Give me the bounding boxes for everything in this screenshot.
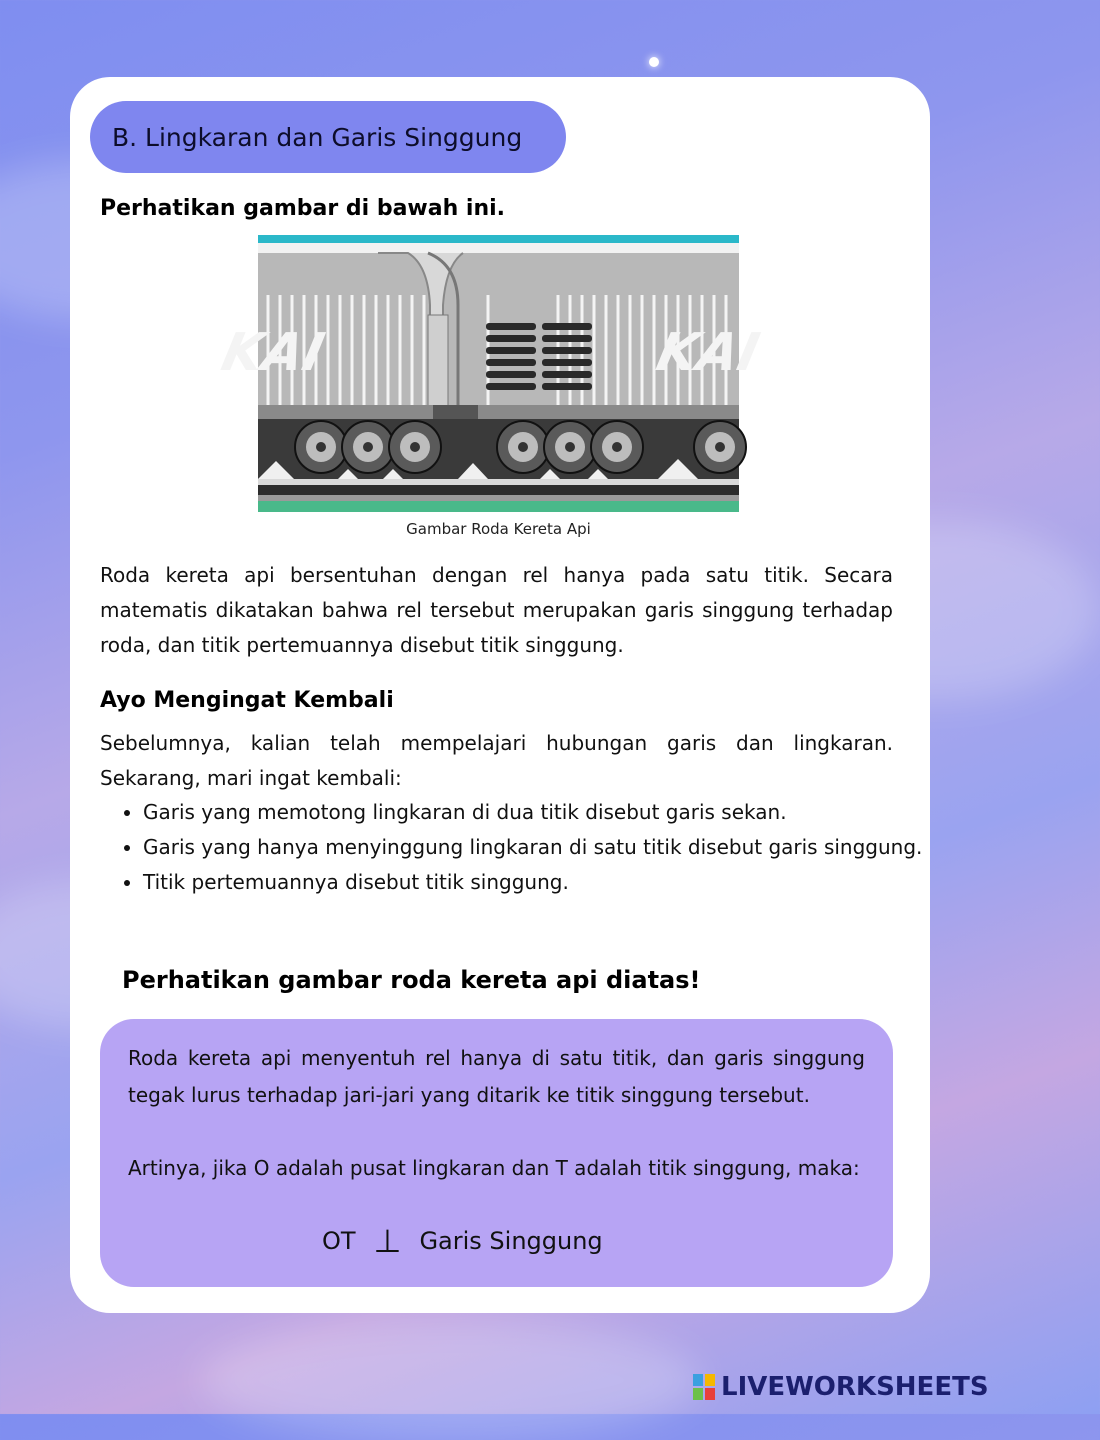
info-box-text-2: Artinya, jika O adalah pusat lingkaran dan T adalah titik singgung, maka: [128,1156,860,1180]
heading-recall: Ayo Mengingat Kembali [100,688,394,713]
background-cloud [200,1320,700,1440]
image-caption: Gambar Roda Kereta Api [406,520,591,538]
train-illustration [216,235,765,512]
liveworksheets-brand: LIVEWORKSHEETS [721,1372,989,1402]
kai-logo-left: KAI [216,322,330,383]
list-item: • Garis yang memotong lingkaran di dua titik disebut garis sekan. [143,795,936,830]
list-item: • Titik pertemuannya disebut titik singgung. [143,865,936,900]
paragraph-recall: Sebelumnya, kalian telah mempelajari hubungan garis dan lingkaran. Sekarang, mari ingat kembali: [100,731,893,790]
formula-left: OT [322,1227,356,1255]
star-decoration [649,57,659,67]
section-title-pill [90,101,566,173]
train-wheel-image [216,235,765,512]
section-title: B. Lingkaran dan Garis Singgung [112,122,523,152]
info-box-text: Roda kereta api menyentuh rel hanya di satu titik, dan garis singgung tegak lurus terhadap jari-jari yang ditarik ke titik singgung tersebut. [128,1046,865,1107]
heading-observe: Perhatikan gambar di bawah ini. [100,196,506,221]
perpendicular-symbol: ⊥ [373,1222,402,1260]
bullet-list [100,795,936,900]
liveworksheets-logo-icon [693,1374,715,1400]
paragraph-intro: Roda kereta api bersentuhan dengan rel hanya pada satu titik. Secara matematis dikatakan bahwa rel tersebut merupakan garis singgung terhadap roda, dan titik pertemuannya disebut titik singgung. [100,563,893,657]
heading-observe-wheel: Perhatikan gambar roda kereta api diatas! [122,966,701,994]
liveworksheets-logo [693,1372,989,1402]
kai-logo-right: KAI [651,322,765,383]
list-item: • Garis yang hanya menyinggung lingkaran di satu titik disebut garis singgung. [143,830,936,865]
formula-right: Garis Singgung [419,1227,603,1255]
formula [322,1222,603,1260]
